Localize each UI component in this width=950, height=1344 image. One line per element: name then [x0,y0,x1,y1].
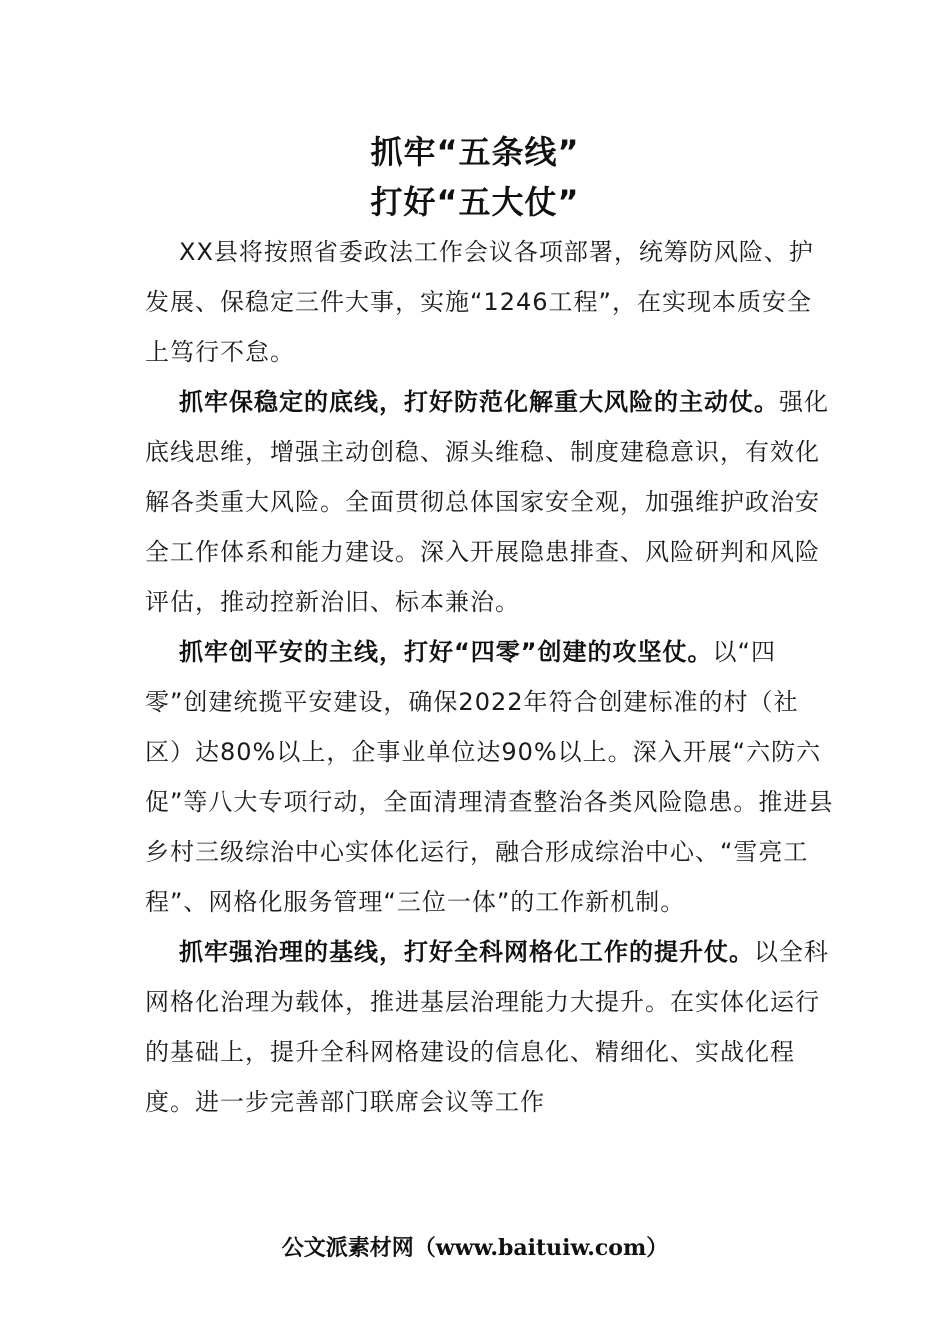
footer-source: 公文派素材网（www.baituiw.com） [281,1235,669,1261]
section-heading-1: 抓牢保稳定的底线，打好防范化解重大风险的主动仗。 [179,388,779,416]
document-title-line-2: 打好“五大仗” [370,183,580,221]
section-text-3: 以全科网格化治理为载体，推进基层治理能力大提升。在实体化运行的基础上，提升全科网格建设的信息化、精细化、实战化程度。进一步完善部门联席会议等工作 [145,938,829,1116]
document-title-line-1: 抓牢“五条线” [370,133,580,171]
intro-paragraph: XX县将按照省委政法工作会议各项部署，统筹防风险、护发展、保稳定三件大事，实施“1246工程”，在实现本质安全上笃行不怠。 [145,238,814,366]
section-paragraph-3 [145,927,835,1127]
section-text-1: 强化底线思维，增强主动创稳、源头维稳、制度建稳意识，有效化解各类重大风险。全面贯彻总体国家安全观，加强维护政治安全工作体系和能力建设。深入开展隐患排查、风险研判和风险评估，推动控新治旧、标本兼治。 [145,388,829,616]
section-paragraph-1 [145,377,835,627]
section-heading-3: 抓牢强治理的基线，打好全科网格化工作的提升仗。 [179,938,754,966]
section-heading-2: 抓牢创平安的主线，打好“四零”创建的攻坚仗。 [179,638,713,666]
document-body [145,227,835,1127]
section-text-2: 以“四零”创建统揽平安建设，确保2022年符合创建标准的村（社区）达80%以上，企事业单位达90%以上。深入开展“六防六促”等八大专项行动，全面清理清查整治各类风险隐患。推进县乡村三级综治中心实体化运行，融合形成综治中心、“雪亮工程”、网格化服务管理“三位一体”的工作新机制。 [145,638,834,916]
section-paragraph-2 [145,627,835,927]
